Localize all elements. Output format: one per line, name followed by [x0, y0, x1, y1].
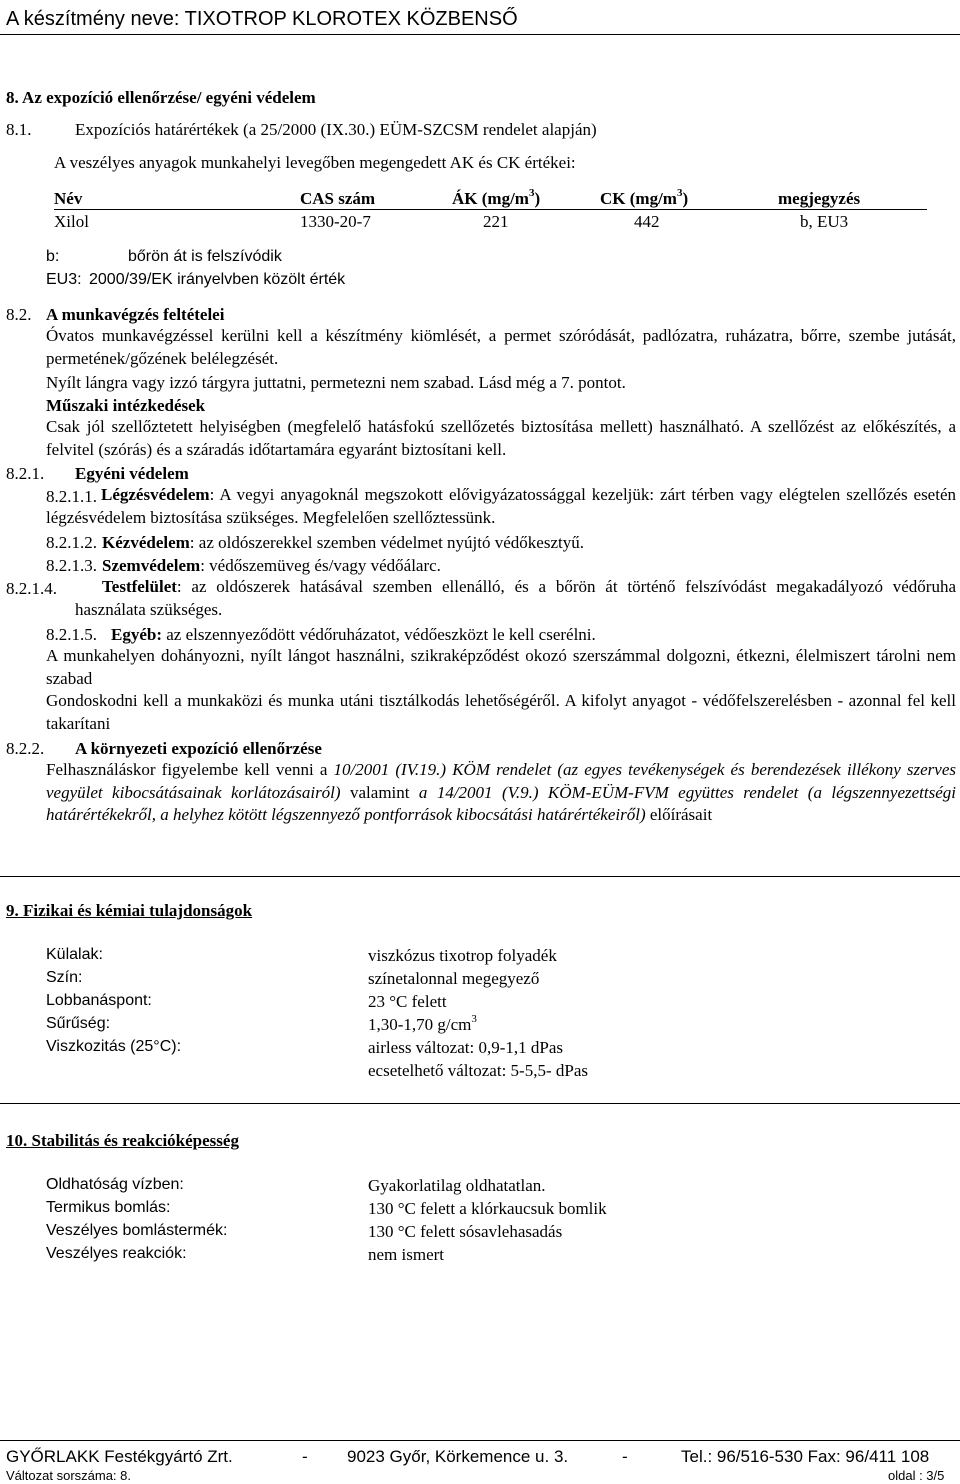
document-header	[0, 0, 960, 35]
table-header-cas: CAS szám	[300, 189, 376, 208]
section-8-2-number: 8.2.	[6, 305, 32, 324]
footer-separator: -	[302, 1447, 308, 1466]
stability-value: Gyakorlatilag oldhatatlan.	[368, 1176, 546, 1195]
section-8-2-1-title: Egyéni védelem	[75, 464, 189, 483]
exposure-intro: A veszélyes anyagok munkahelyi levegőben megengedett AK és CK értékei:	[54, 153, 576, 172]
section-9-title: 9. Fizikai és kémiai tulajdonságok	[6, 901, 253, 920]
note-text: 2000/39/EK irányelvben közölt érték	[89, 271, 346, 288]
section-8-1-title: Expozíciós határértékek (a 25/2000 (IX.30.) EÜM-SZCSM rendelet alapján)	[75, 120, 597, 139]
table-header-remark: megjegyzés	[778, 189, 861, 208]
footer-version: Változat sorszáma: 8.	[6, 1468, 131, 1483]
stability-value: 130 °C felett sósavlehasadás	[368, 1222, 563, 1241]
stability-value: nem ismert	[368, 1245, 445, 1264]
environmental-exposure-paragraph: Felhasználáskor figyelembe kell venni a 10/2001 (IV.19.) KÖM rendelet (az egyes tevékenységek és berendezések illékony szerves vegyület kibocsátásainak korlátozásairól) valamint a 14/2001 (V.9.) KÖM-EÜM-FVM együttes rendelet (a légszennyezettségi határértékekről, a helyhez kötött légszennyező pontforrások kibocsátási határértékeiről) előírásait	[46, 760, 957, 824]
other-protection: Egyéb: az elszennyeződött védőruházatot, védőeszközt le kell cserélni.	[111, 625, 596, 644]
stability-label: Termikus bomlás:	[46, 1199, 171, 1216]
eye-protection: Szemvédelem: védőszemüveg és/vagy védőálarc.	[102, 556, 441, 575]
table-header-ck: CK $(mg/m^3)$	[600, 187, 689, 208]
section-8-2-1-4-number: 8.2.1.4.	[6, 579, 57, 598]
footer-contact: Tel.: 96/516-530 Fax: 96/411 108	[681, 1447, 930, 1466]
stability-label: Veszélyes bomlástermék:	[46, 1222, 228, 1239]
section-8-title: 8. Az expozíció ellenőrzése/ egyéni védelem	[6, 88, 316, 107]
note-text: bőrön át is felszívódik	[128, 248, 282, 265]
section-8-2-1-2-number: 8.2.1.2.	[46, 533, 97, 552]
section-8-2-1-5-number: 8.2.1.5.	[46, 625, 97, 644]
section-divider	[0, 876, 960, 877]
stability-value: 130 °C felett a klórkaucsuk bomlik	[368, 1199, 607, 1218]
technical-measures-title: Műszaki intézkedések	[46, 396, 206, 415]
table-cell-cas: 1330-20-7	[300, 212, 371, 231]
footer-rule	[0, 1440, 960, 1441]
section-8-2-title: A munkavégzés feltételei	[46, 305, 225, 324]
working-conditions-paragraph: Óvatos munkavégzéssel kerülni kell a készítmény kiömlését, a permet szóródását, padlózatra, ruházatra, bőrre, szembe jutását, permetének/gőzének belélegzését.	[46, 326, 956, 368]
property-label: Szín:	[46, 969, 83, 986]
section-8-2-2-title: A környezeti expozíció ellenőrzése	[75, 739, 322, 758]
stability-label: Oldhatóság vízben:	[46, 1176, 184, 1193]
table-header-ak: ÁK $(mg/m^3)$	[452, 187, 541, 208]
note-key: b:	[46, 248, 60, 265]
open-flame-warning: Nyílt lángra vagy izzó tárgyra juttatni, permetezni nem szabad. Lásd még a 7. pontot.	[46, 373, 626, 392]
footer-separator: -	[622, 1447, 628, 1466]
table-cell-name: Xilol	[54, 212, 89, 231]
property-value: ecsetelhető változat: 5-5,5- dPas	[368, 1061, 588, 1080]
table-cell-remark: b, EU3	[800, 212, 849, 231]
property-value: viszkózus tixotrop folyadék	[368, 946, 557, 965]
section-8-2-1-3-number: 8.2.1.3.	[46, 556, 97, 575]
skin-protection: Testfelület: az oldószerek hatásával szemben ellenálló, és a bőrön át történő felszívódást megakadályozó védőruha használata szükséges.	[75, 577, 956, 619]
property-value: színetalonnal megegyező	[368, 969, 540, 988]
stability-label: Veszélyes reakciók:	[46, 1245, 187, 1262]
hand-protection: Kézvédelem: az oldószerekkel szemben védelmet nyújtó védőkesztyű.	[102, 533, 584, 552]
footer-page-number: oldal : 3/5	[888, 1468, 945, 1483]
property-value: 23 °C felett	[368, 992, 447, 1011]
table-cell-ck: 442	[634, 212, 660, 231]
table-header-name: Név	[54, 189, 83, 208]
property-value: 1,30-1,70 $g/cm^3$	[368, 1013, 477, 1034]
property-label: Sűrűség:	[46, 1015, 111, 1032]
property-label: Külalak:	[46, 946, 103, 963]
respiratory-protection: Légzésvédelem: A vegyi anyagoknál megszokott elővigyázatossággal kezeljük: zárt térben vagy elégtelen szellőzés esetén légzésvédelem biztosítása szükséges. Megfelelően szellőztessünk.	[46, 485, 956, 527]
section-divider	[0, 1103, 960, 1104]
section-8-2-1-1-number: 8.2.1.1.	[46, 487, 97, 506]
section-8-2-2-number: 8.2.2.	[6, 739, 45, 758]
workplace-restrictions: A munkahelyen dohányozni, nyílt lángot használni, szikraképződést okozó szerszámmal dolgozni, étkezni, élelmiszert tárolni nem szabad	[46, 646, 956, 688]
footer-company: GYŐRLAKK Festékgyártó Zrt.	[6, 1447, 233, 1466]
section-8-1-number: 8.1.	[6, 120, 32, 139]
technical-measures-paragraph: Csak jól szellőztetett helyiségben (megfelelő hatásfokú szellőzetés biztosítása mellett) használható. A szellőzést az előkészítés, a felvitel (szórás) és a száradás időtartamára egyaránt biztosítani kell.	[46, 417, 956, 459]
table-header-rule	[54, 209, 927, 210]
hygiene-paragraph: Gondoskodni kell a munkaközi és munka utáni tisztálkodás lehetőségéről. A kifolyt anyagot - védőfelszerelésben - azonnal fel kell takarítani	[46, 691, 956, 733]
property-value: airless változat: 0,9-1,1 dPas	[368, 1038, 563, 1057]
table-cell-ak: 221	[483, 212, 509, 231]
product-name: A készítmény neve: TIXOTROP KLOROTEX KÖZBENSŐ	[6, 8, 518, 30]
section-10-title: 10. Stabilitás és reakcióképesség	[6, 1131, 239, 1150]
note-key: EU3:	[46, 271, 82, 288]
property-label: Viszkozitás (25°C):	[46, 1038, 182, 1055]
property-label: Lobbanáspont:	[46, 992, 152, 1009]
footer-address: 9023 Győr, Körkemence u. 3.	[347, 1447, 569, 1466]
section-8-2-1-number: 8.2.1.	[6, 464, 45, 483]
